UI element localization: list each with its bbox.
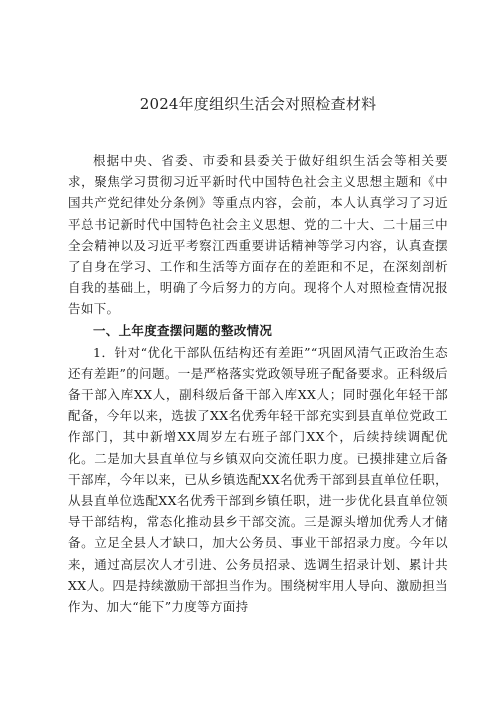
intro-paragraph: 根据中央、省委、市委和县委关于做好组织生活会等相关要求，聚焦学习贯彻习近平新时代中国特色社会主义思想主题和《中国共产党纪律处分条例》等重点内容，会前，本人认真学习了习近平总书记新时代中国特色社会主义思想、党的二十大、二十届三中全会精神以及习近平考察江西重要讲话精神等学习内容，认真查摆了自身在学习、工作和生活等方面存在的差距和不足，在深刻剖析自我的基础上，明确了今后努力的方向。现将个人对照检查情况报告如下。 [68,153,448,317]
document-title: 2024年度组织生活会对照检查材料 [139,95,377,113]
section-heading: 一、上年度查摆问题的整改情况 [93,322,273,338]
section-paragraph: 1．针对“优化干部队伍结构还有差距”“巩固风清气正政治生态还有差距”的问题。一是严格落实党政领导班子配备要求。正科级后备干部入库XX人，副科级后备干部入库XX人；同时强化年轻干部配备，今年以来，选拔了XX名优秀年轻干部充实到县直单位党政工作部门，其中新增XX周岁左右班子部门XX个，后续持续调配优化。二是加大县直单位与乡镇双向交流任职力度。已摸排建立后备干部库，今年以来，已从乡镇选配XX名优秀干部到县直单位任职，从县直单位选配XX名优秀干部到乡镇任职，进一步优化县直单位领导干部结构，常态化推动县乡干部交流。三是源头增加优秀人才储备。立足全县人才缺口，加大公务员、事业干部招录力度。今年以来，通过高层次人才引进、公务员招录、选调生招录计划、累计共XX人。四是持续激励干部担当作为。围绕树牢用人导向、激励担当作为、加大“能下”力度等方面持 [68,344,448,615]
